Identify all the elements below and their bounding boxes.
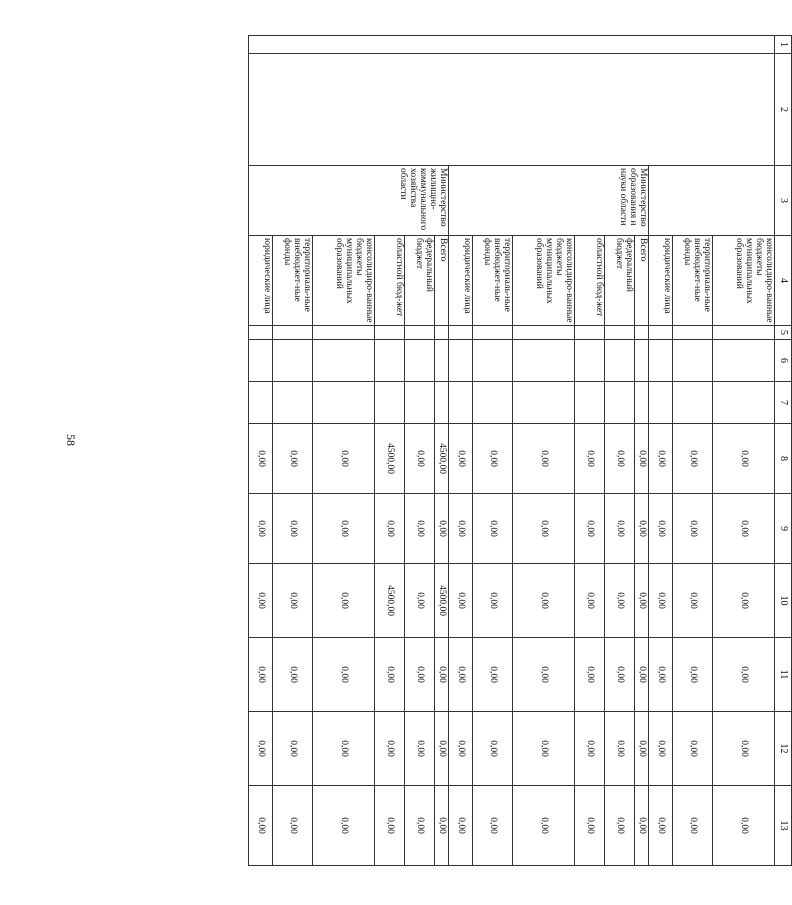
value-c10: 0,00	[673, 564, 713, 638]
value-c11: 0,00	[649, 638, 673, 712]
value-c9: 0,00	[649, 494, 673, 564]
value-c11: 0,00	[249, 638, 273, 712]
column-header: 7	[775, 382, 792, 424]
value-c8: 4500,00	[375, 424, 405, 494]
value-c10: 0,00	[313, 564, 375, 638]
column-header: 2	[775, 54, 792, 166]
value-c11: 0,00	[713, 638, 775, 712]
value-c8: 0,00	[513, 424, 575, 494]
cell-col-6	[405, 340, 435, 382]
cell-col-6	[313, 340, 375, 382]
value-c12: 0,00	[449, 712, 473, 786]
funding-source: Всего	[635, 236, 649, 326]
cell-col-5	[405, 326, 435, 340]
value-c11: 0,00	[513, 638, 575, 712]
column-header: 1	[775, 36, 792, 54]
value-c8: 0,00	[273, 424, 313, 494]
budget-table	[248, 35, 792, 866]
value-c13: 0,00	[375, 786, 405, 866]
value-c13: 0,00	[673, 786, 713, 866]
table-row	[713, 36, 775, 866]
value-c9: 0,00	[375, 494, 405, 564]
cell-col-6	[713, 340, 775, 382]
value-c9: 0,00	[405, 494, 435, 564]
value-c11: 0,00	[435, 638, 449, 712]
value-c9: 0,00	[575, 494, 605, 564]
cell-col-6	[273, 340, 313, 382]
cell-col-6	[375, 340, 405, 382]
value-c13: 0,00	[435, 786, 449, 866]
cell-col-5	[575, 326, 605, 340]
value-c12: 0,00	[575, 712, 605, 786]
cell-col-7	[249, 382, 273, 424]
responsible-organization: Министерство жилищно-коммунального хозяйства области	[249, 166, 449, 236]
funding-source: консолидиро-ванные бюджеты муниципальных образований	[513, 236, 575, 326]
cell-col-5	[249, 326, 273, 340]
value-c10: 0,00	[713, 564, 775, 638]
cell-col-5	[313, 326, 375, 340]
cell-col-6	[473, 340, 513, 382]
cell-col-5	[649, 326, 673, 340]
column-header: 4	[775, 236, 792, 326]
cell-col-7	[649, 382, 673, 424]
value-c8: 0,00	[249, 424, 273, 494]
cell-col-6	[673, 340, 713, 382]
value-c11: 0,00	[635, 638, 649, 712]
value-c12: 0,00	[273, 712, 313, 786]
funding-source: областной бюд-жет	[375, 236, 405, 326]
value-c11: 0,00	[605, 638, 635, 712]
value-c12: 0,00	[313, 712, 375, 786]
funding-source: юридические лица	[649, 236, 673, 326]
value-c12: 0,00	[605, 712, 635, 786]
funding-source: территориаль-ные внебюджет-ные фонды	[673, 236, 713, 326]
value-c10: 0,00	[273, 564, 313, 638]
value-c9: 0,00	[713, 494, 775, 564]
value-c10: 0,00	[575, 564, 605, 638]
cell-col-6	[605, 340, 635, 382]
value-c8: 0,00	[649, 424, 673, 494]
value-c10: 4500,00	[375, 564, 405, 638]
value-c12: 0,00	[649, 712, 673, 786]
cell-col-5	[713, 326, 775, 340]
value-c8: 0,00	[575, 424, 605, 494]
funding-source: федеральный бюджет	[405, 236, 435, 326]
page-number: 58	[64, 434, 78, 446]
cell-col-6	[649, 340, 673, 382]
header-row	[775, 36, 792, 866]
value-c11: 0,00	[273, 638, 313, 712]
value-c8: 0,00	[313, 424, 375, 494]
value-c8: 0,00	[635, 424, 649, 494]
cell-col-6	[249, 340, 273, 382]
value-c10: 0,00	[635, 564, 649, 638]
value-c8: 0,00	[405, 424, 435, 494]
table-body	[249, 36, 792, 866]
column-header: 9	[775, 494, 792, 564]
cell-col-7	[605, 382, 635, 424]
funding-source: консолидиро-ванные бюджеты муниципальных образований	[313, 236, 375, 326]
value-c13: 0,00	[713, 786, 775, 866]
funding-source: консолидиро-ванные бюджеты муниципальных образований	[713, 236, 775, 326]
cell-col-2	[249, 54, 775, 166]
value-c13: 0,00	[313, 786, 375, 866]
cell-col-5	[273, 326, 313, 340]
value-c9: 0,00	[313, 494, 375, 564]
cell-col-6	[575, 340, 605, 382]
value-c12: 0,00	[473, 712, 513, 786]
value-c13: 0,00	[473, 786, 513, 866]
value-c8: 0,00	[473, 424, 513, 494]
funding-source: территориаль-ные внебюджет-ные фонды	[473, 236, 513, 326]
value-c12: 0,00	[713, 712, 775, 786]
value-c10: 0,00	[605, 564, 635, 638]
column-header: 10	[775, 564, 792, 638]
value-c12: 0,00	[375, 712, 405, 786]
value-c10: 0,00	[249, 564, 273, 638]
cell-col-7	[449, 382, 473, 424]
value-c12: 0,00	[513, 712, 575, 786]
value-c11: 0,00	[449, 638, 473, 712]
value-c13: 0,00	[405, 786, 435, 866]
column-header: 11	[775, 638, 792, 712]
cell-col-7	[405, 382, 435, 424]
value-c11: 0,00	[313, 638, 375, 712]
value-c9: 0,00	[673, 494, 713, 564]
cell-col-3	[649, 166, 775, 236]
funding-source: юридические лица	[449, 236, 473, 326]
value-c10: 0,00	[513, 564, 575, 638]
value-c9: 0,00	[249, 494, 273, 564]
value-c13: 0,00	[605, 786, 635, 866]
value-c12: 0,00	[673, 712, 713, 786]
value-c8: 0,00	[605, 424, 635, 494]
value-c8: 4500,00	[435, 424, 449, 494]
cell-col-7	[513, 382, 575, 424]
cell-col-6	[635, 340, 649, 382]
value-c13: 0,00	[635, 786, 649, 866]
column-header: 13	[775, 786, 792, 866]
cell-col-5	[673, 326, 713, 340]
value-c10: 4500,00	[435, 564, 449, 638]
value-c9: 0,00	[635, 494, 649, 564]
value-c9: 0,00	[513, 494, 575, 564]
cell-col-7	[435, 382, 449, 424]
value-c11: 0,00	[473, 638, 513, 712]
value-c10: 0,00	[405, 564, 435, 638]
rotated-table-wrapper	[256, 35, 792, 865]
responsible-organization: Министерство образования и науки области	[449, 166, 649, 236]
cell-col-7	[313, 382, 375, 424]
funding-source: юридические лица	[249, 236, 273, 326]
cell-col-6	[449, 340, 473, 382]
value-c9: 0,00	[449, 494, 473, 564]
value-c11: 0,00	[405, 638, 435, 712]
value-c13: 0,00	[649, 786, 673, 866]
cell-col-6	[513, 340, 575, 382]
funding-source: областной бюд-жет	[575, 236, 605, 326]
value-c10: 0,00	[473, 564, 513, 638]
value-c9: 0,00	[605, 494, 635, 564]
value-c13: 0,00	[249, 786, 273, 866]
cell-col-5	[605, 326, 635, 340]
value-c9: 0,00	[273, 494, 313, 564]
funding-source: федеральный бюджет	[605, 236, 635, 326]
value-c11: 0,00	[375, 638, 405, 712]
column-header: 5	[775, 326, 792, 340]
column-header: 8	[775, 424, 792, 494]
cell-col-7	[713, 382, 775, 424]
cell-col-7	[375, 382, 405, 424]
cell-col-5	[635, 326, 649, 340]
value-c13: 0,00	[449, 786, 473, 866]
cell-col-5	[449, 326, 473, 340]
value-c8: 0,00	[673, 424, 713, 494]
cell-col-5	[375, 326, 405, 340]
funding-source: территориаль-ные внебюджет-ные фонды	[273, 236, 313, 326]
value-c8: 0,00	[713, 424, 775, 494]
value-c12: 0,00	[635, 712, 649, 786]
cell-col-5	[435, 326, 449, 340]
cell-col-5	[473, 326, 513, 340]
value-c12: 0,00	[249, 712, 273, 786]
value-c13: 0,00	[513, 786, 575, 866]
value-c12: 0,00	[435, 712, 449, 786]
cell-col-1	[249, 36, 775, 54]
cell-col-7	[473, 382, 513, 424]
value-c13: 0,00	[273, 786, 313, 866]
cell-col-6	[435, 340, 449, 382]
value-c11: 0,00	[575, 638, 605, 712]
value-c9: 0,00	[435, 494, 449, 564]
column-header: 3	[775, 166, 792, 236]
value-c8: 0,00	[449, 424, 473, 494]
cell-col-7	[575, 382, 605, 424]
cell-col-7	[635, 382, 649, 424]
value-c12: 0,00	[405, 712, 435, 786]
value-c10: 0,00	[649, 564, 673, 638]
value-c13: 0,00	[575, 786, 605, 866]
value-c11: 0,00	[673, 638, 713, 712]
value-c10: 0,00	[449, 564, 473, 638]
cell-col-7	[273, 382, 313, 424]
column-header: 6	[775, 340, 792, 382]
cell-col-5	[513, 326, 575, 340]
value-c9: 0,00	[473, 494, 513, 564]
funding-source: Всего	[435, 236, 449, 326]
column-header: 12	[775, 712, 792, 786]
cell-col-7	[673, 382, 713, 424]
